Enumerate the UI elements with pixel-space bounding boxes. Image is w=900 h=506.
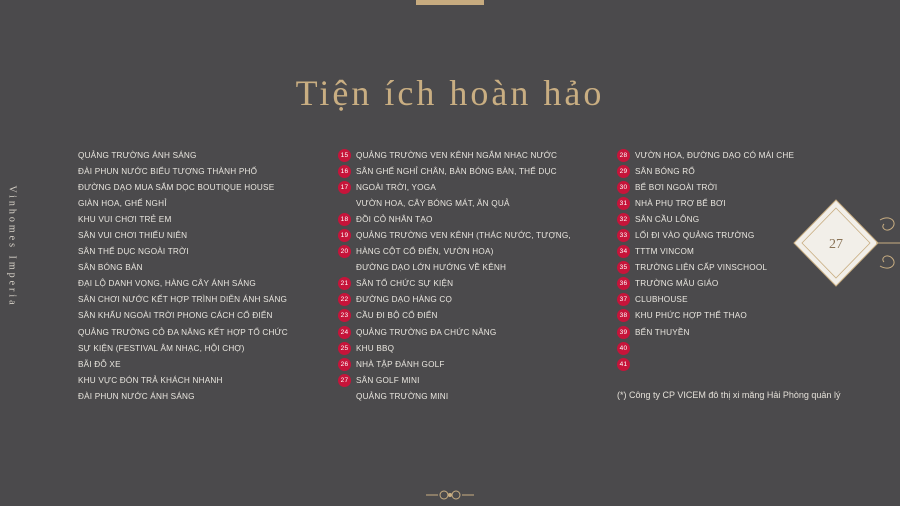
amenity-label: QUẢNG TRƯỜNG CỎ ĐA NĂNG KẾT HỢP TỔ CHỨC [78, 327, 288, 337]
amenity-label: ĐƯỜNG DẠO HÀNG CỌ [356, 295, 453, 305]
amenity-item [338, 308, 571, 324]
amenity-item [78, 260, 288, 276]
amenity-item [338, 340, 571, 356]
amenity-number-badge: 38 [617, 309, 630, 322]
amenity-label: KHU PHỨC HỢP THỂ THAO [635, 311, 747, 321]
amenity-item [617, 147, 794, 163]
amenity-label: SÂN CHƠI NƯỚC KẾT HỢP TRÌNH DIỄN ÁNH SÁNG [78, 295, 288, 305]
amenity-label: QUẢNG TRƯỜNG ĐA CHỨC NĂNG [356, 327, 497, 337]
amenity-label: SÂN BÓNG BÀN [78, 263, 143, 273]
amenity-item [617, 276, 794, 292]
amenity-item [338, 388, 571, 404]
amenity-column-2 [338, 147, 571, 405]
amenity-item [78, 163, 288, 179]
amenity-number-badge: 23 [338, 309, 351, 322]
amenity-item [617, 260, 794, 276]
amenity-number-badge: 31 [617, 197, 630, 210]
amenity-label: KHU VUI CHƠI TRẺ EM [78, 214, 172, 224]
amenity-item [338, 227, 571, 243]
amenity-number-badge: 24 [338, 326, 351, 339]
amenity-label: QUẢNG TRƯỜNG VEN KÊNH NGẮM NHẠC NƯỚC [356, 150, 558, 160]
amenity-column-1 [78, 147, 288, 405]
amenity-item [617, 244, 794, 260]
amenity-label: ĐẠI LỘ DANH VỌNG, HÀNG CÂY ÁNH SÁNG [78, 279, 256, 289]
amenity-item [78, 179, 288, 195]
amenity-label: BÃI ĐỖ XE [78, 359, 121, 369]
amenity-label: CẦU ĐI BỘ CỔ ĐIỂN [356, 311, 438, 321]
amenity-item [617, 308, 794, 324]
amenity-item [78, 340, 288, 356]
amenity-item [617, 324, 794, 340]
amenity-label: VƯỜN HOA, CÂY BÓNG MÁT, ĂN QUẢ [356, 198, 510, 208]
amenity-item [338, 276, 571, 292]
amenity-label: VƯỜN HOA, ĐƯỜNG DẠO CÓ MÁI CHE [635, 150, 795, 160]
amenity-number-badge: 34 [617, 245, 630, 258]
amenity-label: SÂN VUI CHƠI THIẾU NIÊN [78, 231, 188, 241]
amenity-item [78, 356, 288, 372]
amenity-number-badge: 28 [617, 149, 630, 162]
amenity-label: QUẢNG TRƯỜNG VEN KÊNH (THÁC NƯỚC, TƯỢNG, [356, 231, 571, 241]
amenity-item [617, 340, 794, 356]
amenity-item [78, 308, 288, 324]
amenity-number-badge: 21 [338, 277, 351, 290]
amenity-item [78, 195, 288, 211]
amenity-label: SỰ KIỆN (FESTIVAL ÂM NHẠC, HỘI CHỢ) [78, 343, 245, 353]
bottom-ornament-icon [424, 488, 476, 502]
amenity-label: HÀNG CỘT CỔ ĐIỂN, VƯỜN HOA) [356, 247, 494, 257]
amenity-label: LỐI ĐI VÀO QUẢNG TRƯỜNG [635, 231, 755, 241]
amenity-item [78, 372, 288, 388]
page-number: 27 [829, 237, 843, 252]
amenity-label: ĐỒI CỎ NHÂN TẠO [356, 214, 433, 224]
amenity-number-badge: 39 [617, 326, 630, 339]
amenity-number-badge: 30 [617, 181, 630, 194]
amenity-item [338, 195, 571, 211]
amenity-item [78, 388, 288, 404]
amenity-item [338, 260, 571, 276]
amenity-label: SÂN CẦU LÔNG [635, 214, 700, 224]
amenity-label: NHÀ PHỤ TRỢ BỂ BƠI [635, 198, 726, 208]
amenity-item [617, 211, 794, 227]
amenity-label: QUẢNG TRƯỜNG MINI [356, 391, 449, 401]
amenity-item [338, 179, 571, 195]
amenity-item [338, 211, 571, 227]
amenity-label: NGOÀI TRỜI, YOGA [356, 182, 436, 192]
amenity-number-badge: 26 [338, 358, 351, 371]
amenity-item [78, 227, 288, 243]
page-number-ornament [792, 198, 900, 288]
amenity-number-badge: 33 [617, 229, 630, 242]
amenity-item [617, 227, 794, 243]
amenity-number-badge: 22 [338, 293, 351, 306]
amenity-label: ĐƯỜNG DẠO LỚN HƯỚNG VỀ KÊNH [356, 263, 507, 273]
amenity-number-badge: 27 [338, 374, 351, 387]
amenity-item [338, 372, 571, 388]
amenity-item [617, 356, 794, 372]
amenity-number-badge: 17 [338, 181, 351, 194]
amenity-number-badge: 20 [338, 245, 351, 258]
amenity-item [617, 179, 794, 195]
amenity-label: ĐƯỜNG DẠO MUA SẮM DỌC BOUTIQUE HOUSE [78, 182, 275, 192]
amenity-number-badge: 32 [617, 213, 630, 226]
amenity-item [78, 292, 288, 308]
amenity-label: TRƯỜNG MẪU GIÁO [635, 279, 719, 289]
amenity-label: TTTM VINCOM [635, 247, 695, 257]
amenity-label: KHU BBQ [356, 343, 395, 353]
amenity-label: SÂN KHẤU NGOÀI TRỜI PHONG CÁCH CỔ ĐIỂN [78, 311, 273, 321]
amenity-label: SÂN BÓNG RỔ [635, 166, 695, 176]
amenity-number-badge: 41 [617, 358, 630, 371]
amenity-item [338, 244, 571, 260]
amenity-item [338, 292, 571, 308]
amenity-label: SÂN GOLF MINI [356, 375, 420, 385]
amenity-item [78, 147, 288, 163]
amenity-item [78, 324, 288, 340]
amenity-item [617, 163, 794, 179]
amenity-number-badge: 35 [617, 261, 630, 274]
footnote: (*) Công ty CP VICEM đô thị xi măng Hải Phòng quản lý [617, 390, 841, 400]
amenity-number-badge: 40 [617, 342, 630, 355]
amenity-item [617, 195, 794, 211]
amenity-label: GIÀN HOA, GHẾ NGHỈ [78, 198, 167, 208]
amenity-item [617, 292, 794, 308]
amenity-item [78, 244, 288, 260]
page-title: Tiện ích hoàn hảo [295, 73, 605, 113]
amenity-label: BẾN THUYỀN [635, 327, 690, 337]
amenity-number-badge: 36 [617, 277, 630, 290]
amenity-label: ĐÀI PHUN NƯỚC BIỂU TƯỢNG THÀNH PHỐ [78, 166, 258, 176]
amenity-number-badge: 37 [617, 293, 630, 306]
amenity-label: ĐÀI PHUN NƯỚC ÁNH SÁNG [78, 391, 195, 401]
amenity-label: KHU VỰC ĐÓN TRẢ KHÁCH NHANH [78, 375, 223, 385]
amenity-number-badge: 18 [338, 213, 351, 226]
amenity-item [338, 356, 571, 372]
amenity-number-badge: 29 [617, 165, 630, 178]
amenity-label: BỂ BƠI NGOÀI TRỜI [635, 182, 718, 192]
amenity-item [338, 163, 571, 179]
amenity-item [78, 276, 288, 292]
amenity-number-badge: 16 [338, 165, 351, 178]
amenity-label: QUẢNG TRƯỜNG ÁNH SÁNG [78, 150, 197, 160]
amenity-label: TRƯỜNG LIÊN CẤP VINSCHOOL [635, 263, 768, 273]
amenity-column-3 [617, 147, 794, 372]
amenity-item [78, 211, 288, 227]
amenity-label: SÂN TỔ CHỨC SỰ KIỆN [356, 279, 454, 289]
amenity-label: CLUBHOUSE [635, 295, 688, 305]
top-accent-bar [416, 0, 484, 5]
amenity-label: SÂN THỂ DỤC NGOÀI TRỜI [78, 247, 189, 257]
amenity-item [338, 324, 571, 340]
amenity-label: SÂN GHẾ NGHỈ CHÂN, BÀN BÓNG BÀN, THỂ DỤC [356, 166, 557, 176]
amenity-label: NHÀ TẬP ĐÁNH GOLF [356, 359, 445, 369]
amenity-item [338, 147, 571, 163]
amenity-number-badge: 25 [338, 342, 351, 355]
amenity-number-badge: 19 [338, 229, 351, 242]
side-brand-label: Vinhomes Imperia [6, 185, 18, 308]
amenity-number-badge: 15 [338, 149, 351, 162]
